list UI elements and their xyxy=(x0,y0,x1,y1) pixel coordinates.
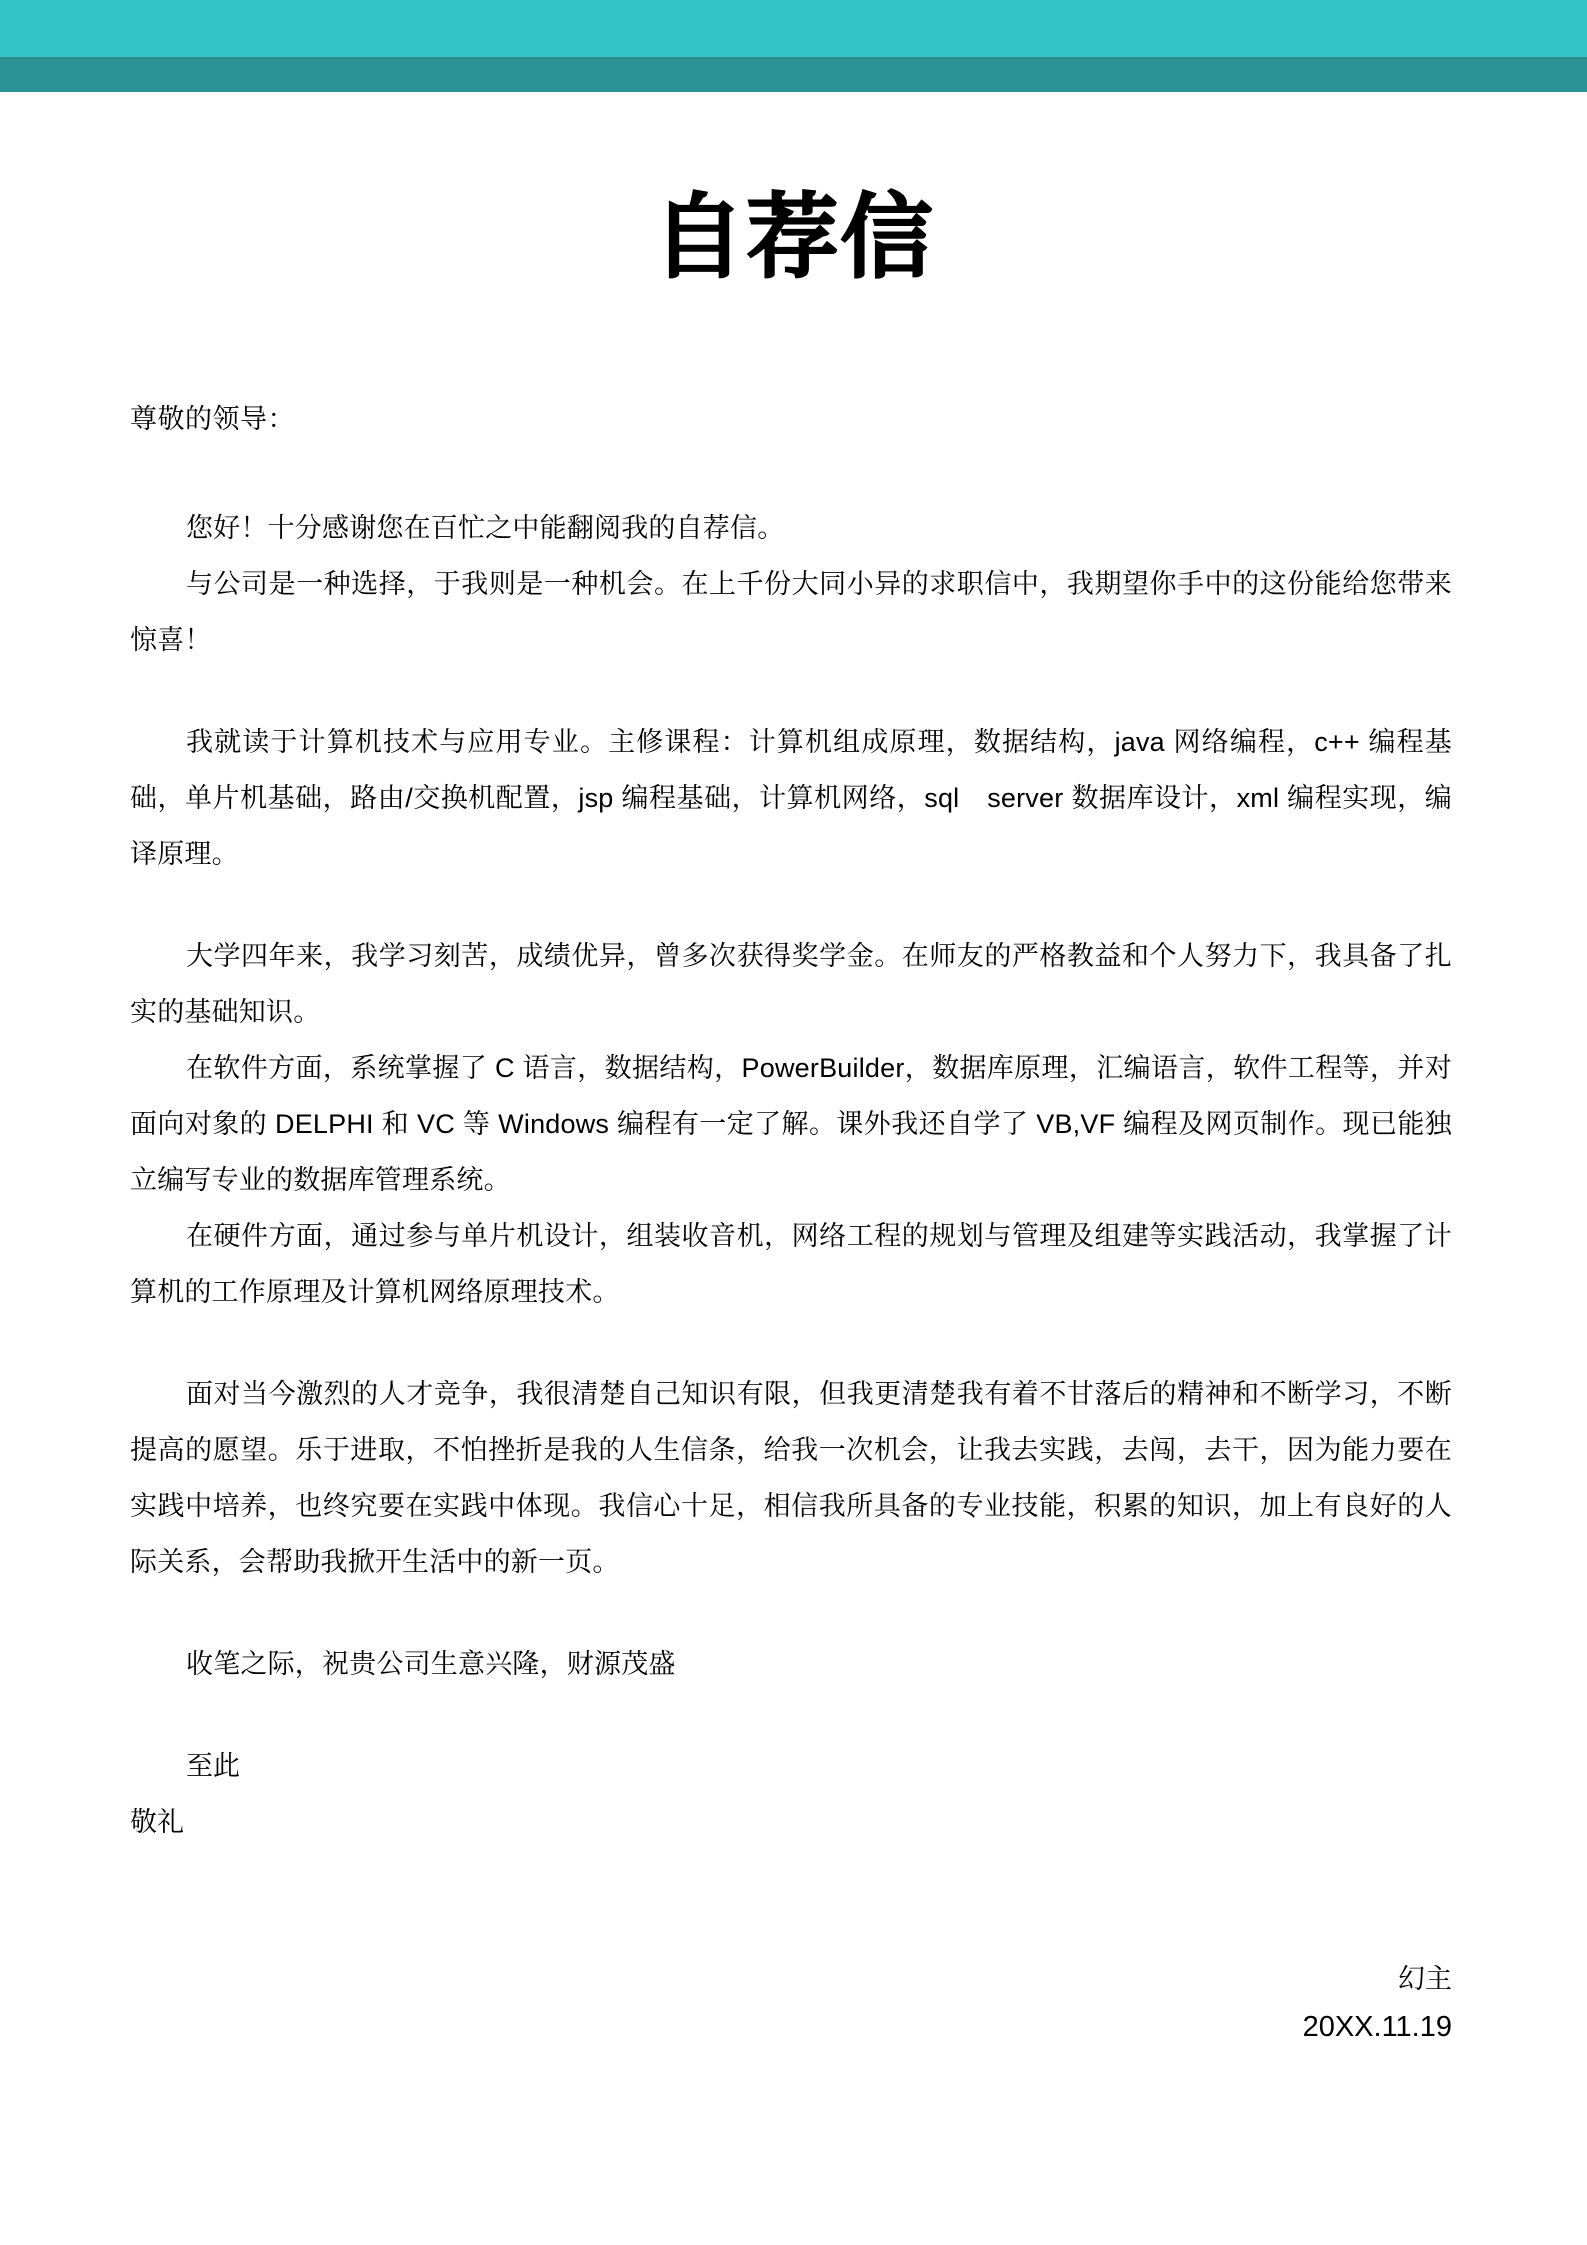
page-title: 自荐信 xyxy=(652,184,935,291)
closing-spacer xyxy=(130,1692,1452,1738)
paragraph-well-wishes: 收笔之际，祝贵公司生意兴隆，财源茂盛 xyxy=(186,1649,676,1679)
paragraph-hardware-skills: 在硬件方面，通过参与单片机设计，组装收音机，网络工程的规划与管理及组建等实践活动，我掌握了计算机的工作原理及计算机网络原理技术。 xyxy=(130,1221,1452,1307)
signature-block xyxy=(130,1955,1452,2051)
closing-line-1: 至此 xyxy=(186,1751,240,1781)
closing-line-2: 敬礼 xyxy=(130,1807,184,1837)
paragraph-competition-attitude: 面对当今激烈的人才竞争，我很清楚自己知识有限，但我更清楚我有着不甘落后的精神和不断学习，不断提高的愿望。乐于进取，不怕挫折是我的人生信条，给我一次机会，让我去实践，去闯，去干，因为能力要在实践中培养，也终究要在实践中体现。我信心十足，相信我所具备的专业技能，积累的知识，加上有良好的人际关系，会帮助我掀开生活中的新一页。 xyxy=(130,1379,1452,1577)
paragraph-major-courses: 我就读于计算机技术与应用专业。主修课程：计算机组成原理，数据结构，java 网络编程，c++ 编程基础，单片机基础，路由/交换机配置，jsp 编程基础，计算机网络，sql server 数据库设计，xml 编程实现，编译原理。 xyxy=(130,727,1452,869)
paragraph-greeting: 您好！十分感谢您在百忙之中能翻阅我的自荐信。 xyxy=(186,513,785,543)
paragraph-spacer xyxy=(130,668,1452,714)
paragraph-spacer xyxy=(130,1320,1452,1366)
paragraph-spacer xyxy=(130,882,1452,928)
paragraph-software-skills: 在软件方面，系统掌握了 C 语言，数据结构，PowerBuilder，数据库原理，汇编语言，软件工程等，并对面向对象的 DELPHI 和 VC 等 Windows 编程有一定了解。课外我还自学了 VB,VF 编程及网页制作。现已能独立编写专业的数据库管理系统。 xyxy=(130,1053,1452,1195)
signature-name: 幻主 xyxy=(1398,1964,1452,1994)
paragraph-academic-record: 大学四年来，我学习刻苦，成绩优异，曾多次获得奖学金。在师友的严格教益和个人努力下，我具备了扎实的基础知识。 xyxy=(130,941,1452,1027)
header-band-top xyxy=(0,0,1587,57)
header-band-bottom xyxy=(0,57,1587,92)
salutation: 尊敬的领导： xyxy=(130,404,295,434)
letter-body xyxy=(130,400,1452,1850)
paragraph-opportunity: 与公司是一种选择，于我则是一种机会。在上千份大同小异的求职信中，我期望你手中的这份能给您带来惊喜！ xyxy=(130,569,1452,655)
signature-date: 20XX.11.19 xyxy=(1302,2011,1452,2043)
paragraph-spacer xyxy=(130,1590,1452,1636)
